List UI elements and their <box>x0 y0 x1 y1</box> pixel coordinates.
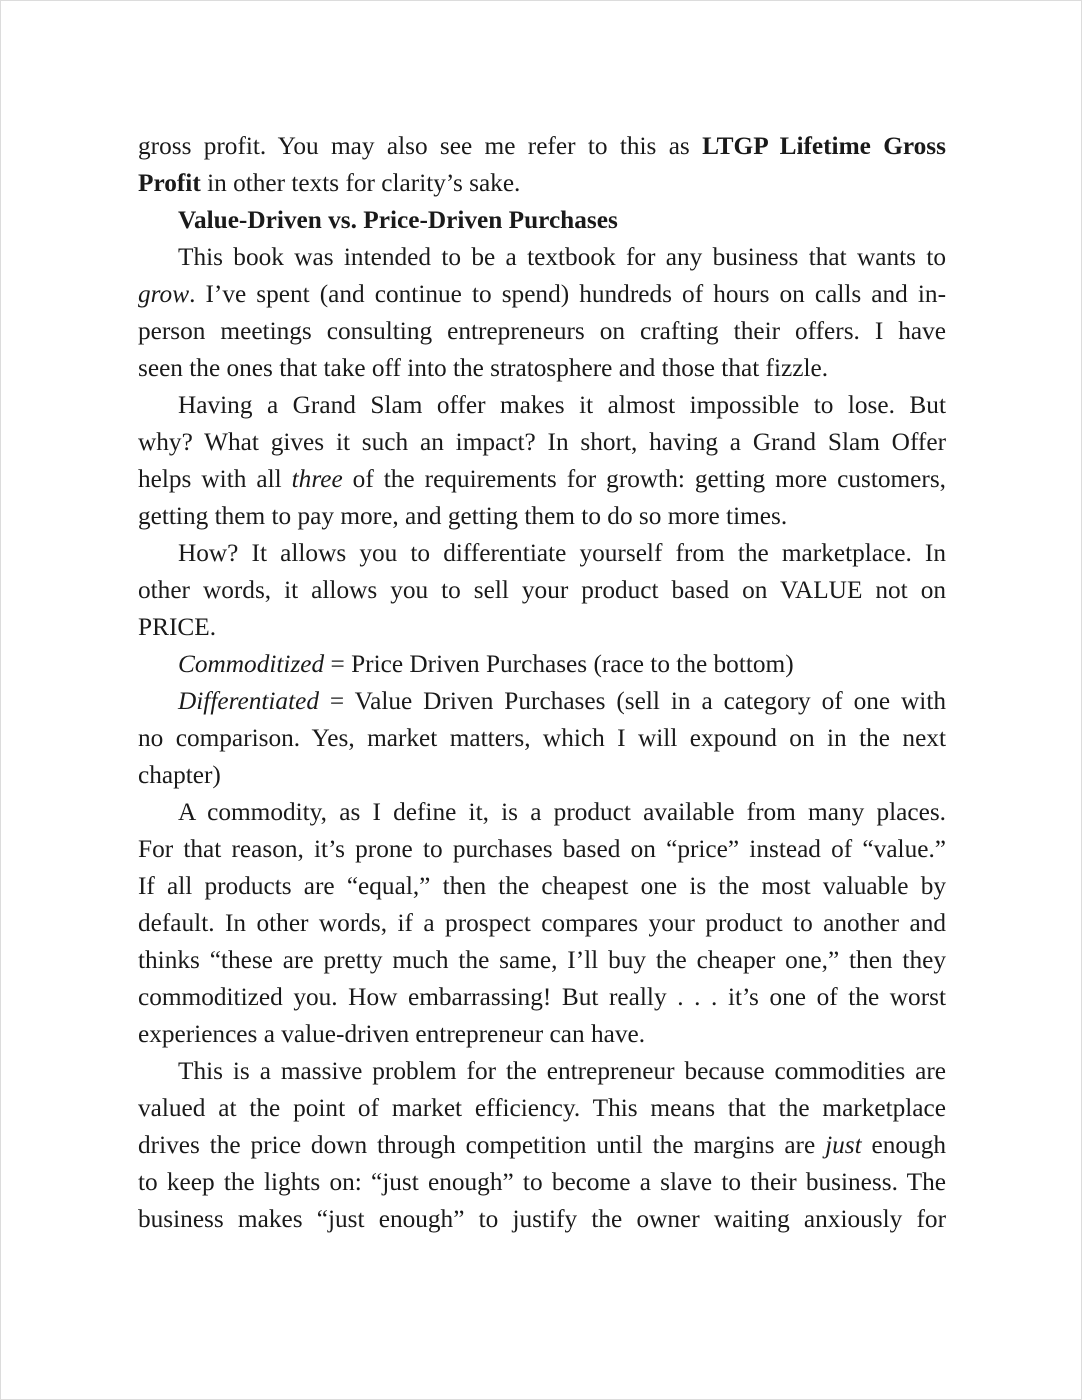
text-run: getting them to pay more, and getting them to do so more times. <box>138 502 788 530</box>
text-line <box>138 683 946 720</box>
text-run: Having a Grand Slam offer makes it almost impossible to lose. But <box>178 391 946 419</box>
text-run: drives the price down through competition until the margins are <box>138 1131 826 1159</box>
paragraph-commodity <box>138 794 946 1053</box>
paragraph-how <box>138 535 946 646</box>
paragraph-differentiated <box>138 683 946 794</box>
text-line <box>138 905 946 942</box>
text-line <box>138 1201 946 1238</box>
text-run: seen the ones that take off into the stratosphere and those that fizzle. <box>138 354 829 382</box>
text-run: If all products are “equal,” then the cheapest one is the most valuable by <box>138 872 946 900</box>
paragraph-massive-problem <box>138 1053 946 1238</box>
text-run: of the requirements for growth: getting more customers, <box>342 465 946 493</box>
text-run: How? It allows you to differentiate yourself from the marketplace. In <box>178 539 946 567</box>
text-run: commoditized you. How embarrassing! But really . . . it’s one of the worst <box>138 983 946 1011</box>
text-run: = Value Driven Purchases (sell in a category of one with <box>318 687 946 715</box>
text-run: = Price Driven Purchases (race to the bottom) <box>324 650 794 678</box>
text-run: why? What gives it such an impact? In short, having a Grand Slam Offer <box>138 428 946 456</box>
text-line <box>138 1053 946 1090</box>
text-run: This is a massive problem for the entrepreneur because commodities are <box>178 1057 946 1085</box>
text-line <box>138 461 946 498</box>
text-run: person meetings consulting entrepreneurs on crafting their offers. I have <box>138 317 946 345</box>
text-run: thinks “these are pretty much the same, I’ll buy the cheaper one,” then they <box>138 946 946 974</box>
text-run: gross profit. You may also see me refer to this as <box>138 132 703 160</box>
text-line <box>138 831 946 868</box>
text-line <box>138 1090 946 1127</box>
text-run: chapter) <box>138 761 221 789</box>
text-line <box>138 1016 946 1053</box>
text-line <box>138 794 946 831</box>
text-run: no comparison. Yes, market matters, which I will expound on in the next <box>138 724 946 752</box>
text-run: . I’ve spent (and continue to spend) hundreds of hours on calls and in- <box>189 280 946 308</box>
text-run: This book was intended to be a textbook for any business that wants to <box>178 243 946 271</box>
paragraph-grand-slam <box>138 387 946 535</box>
paragraph-commoditized <box>138 646 946 683</box>
text-run: experiences a value-driven entrepreneur can have. <box>138 1020 646 1048</box>
paragraph-textbook <box>138 239 946 387</box>
text-line <box>138 1164 946 1201</box>
text-run: other words, it allows you to sell your product based on VALUE not on <box>138 576 946 604</box>
italic-text: three <box>291 465 343 493</box>
bold-text: Value-Driven vs. Price-Driven Purchases <box>178 206 618 234</box>
italic-text: grow <box>138 280 190 308</box>
text-line <box>138 979 946 1016</box>
text-run: valued at the point of market efficiency. This means that the marketplace <box>138 1094 946 1122</box>
bold-text: Profit <box>138 169 201 197</box>
text-line <box>138 498 946 535</box>
text-run: A commodity, as I define it, is a product available from many places. <box>178 798 946 826</box>
text-line <box>138 128 946 165</box>
text-line <box>138 276 946 313</box>
italic-text: Commoditized <box>178 650 325 678</box>
text-line <box>138 313 946 350</box>
text-line <box>138 165 946 202</box>
text-line <box>138 757 946 794</box>
text-line <box>138 868 946 905</box>
paragraph-ltgp <box>138 128 946 202</box>
text-run: default. In other words, if a prospect compares your product to another and <box>138 909 946 937</box>
text-line <box>138 646 946 683</box>
text-run: to keep the lights on: “just enough” to become a slave to their business. The <box>138 1168 946 1196</box>
text-run: in other texts for clarity’s sake. <box>200 169 521 197</box>
text-line <box>138 350 946 387</box>
text-line <box>138 609 946 646</box>
italic-text: Differentiated <box>178 687 319 715</box>
body-text <box>138 128 946 1238</box>
text-line <box>138 942 946 979</box>
text-run: For that reason, it’s prone to purchases based on “price” instead of “value.” <box>138 835 946 863</box>
text-line <box>138 1127 946 1164</box>
text-run: PRICE. <box>138 613 217 641</box>
text-line <box>138 424 946 461</box>
text-line <box>138 387 946 424</box>
text-run: enough <box>861 1131 946 1159</box>
text-run: business makes “just enough” to justify the owner waiting anxiously for <box>138 1205 946 1233</box>
text-line <box>138 239 946 276</box>
bold-text: LTGP Lifetime Gross <box>702 132 946 160</box>
text-run: helps with all <box>138 465 292 493</box>
text-line <box>138 535 946 572</box>
italic-text: just <box>825 1131 862 1159</box>
text-line <box>138 572 946 609</box>
text-line <box>138 720 946 757</box>
text-line <box>138 202 946 239</box>
section-heading <box>138 202 946 239</box>
